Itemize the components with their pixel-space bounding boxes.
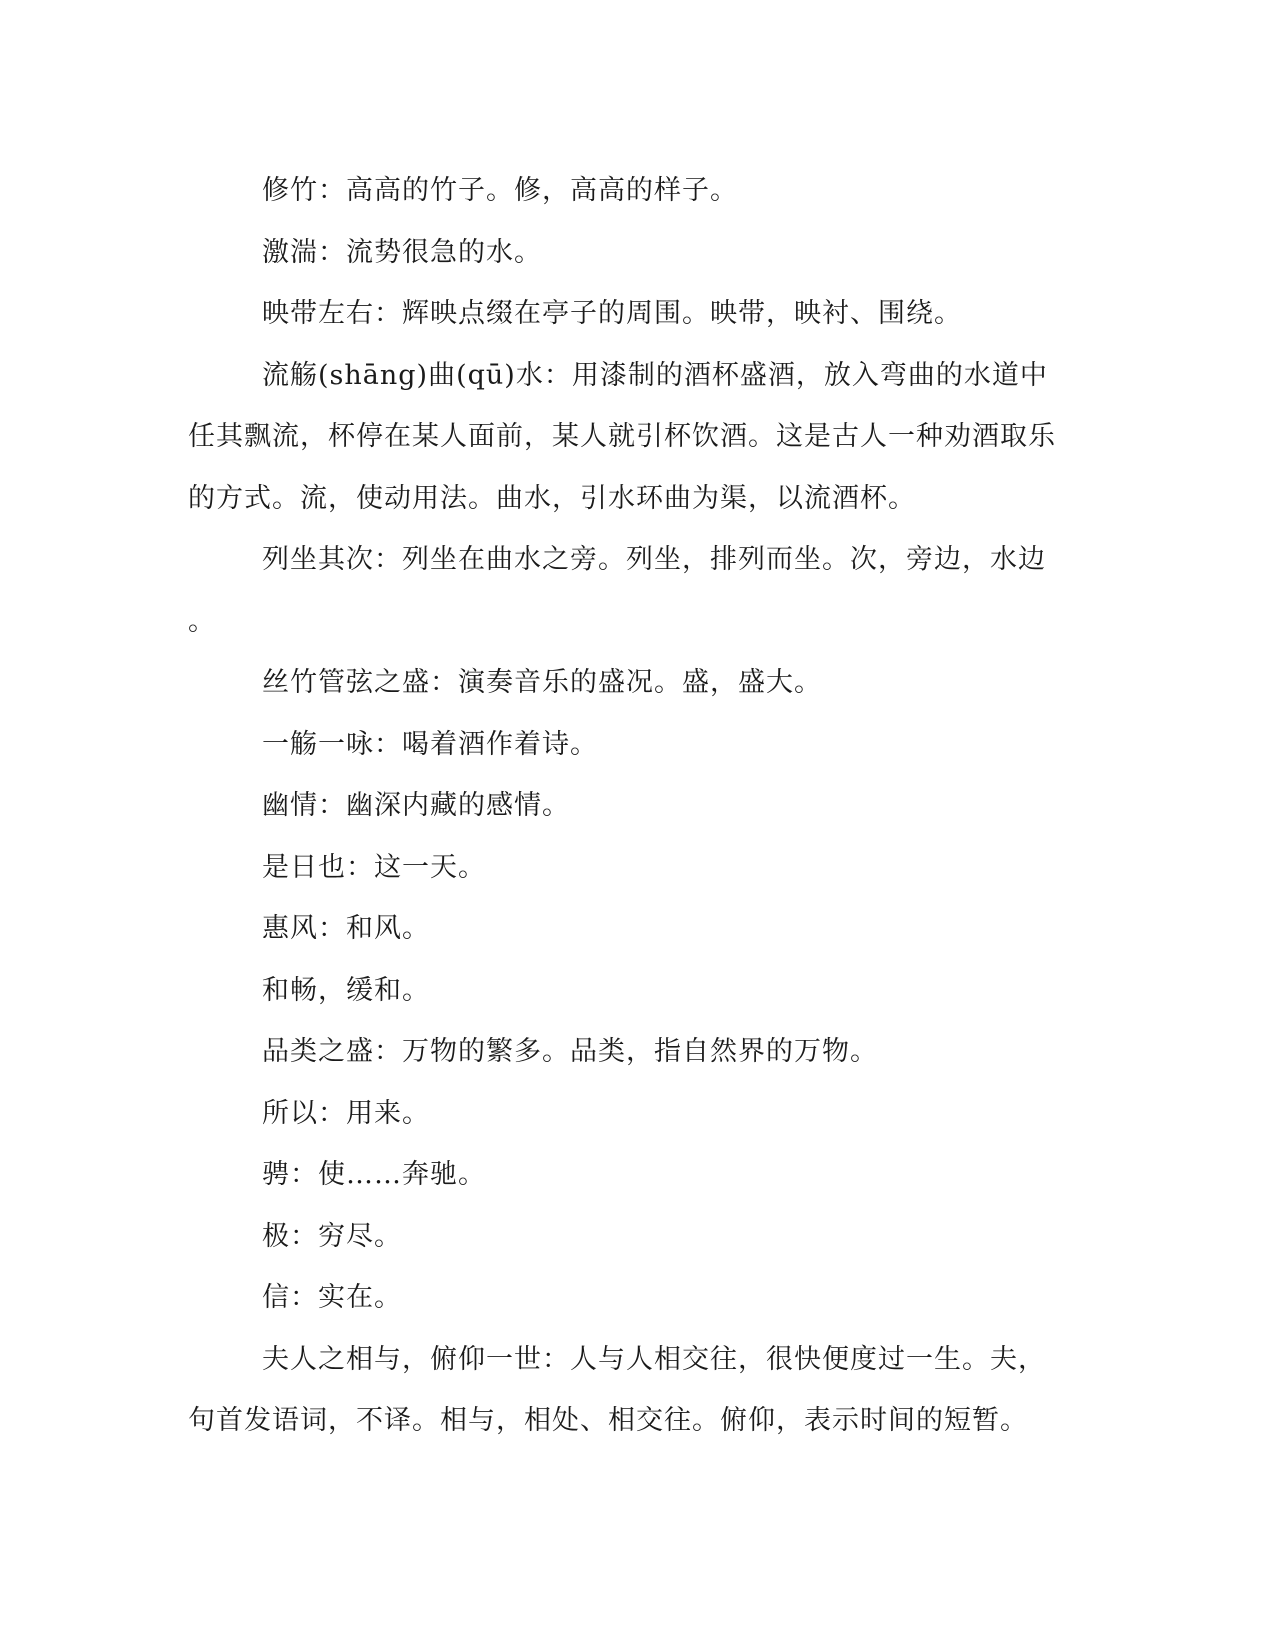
paragraph-liezuo: 列坐其次：列坐在曲水之旁。列坐，排列而坐。次，旁边，水边。 [188,544,1046,637]
paragraph-yishang: 一觞一咏：喝着酒作着诗。 [262,728,598,760]
paragraph-xiuzhu: 修竹：高高的竹子。修，高高的样子。 [262,175,738,206]
paragraph-liushang: 流觞(shāng)曲(qū)水：用漆制的酒杯盛酒，放入弯曲的水道中任其飘流，杯停在某人面前，某人就引杯饮酒。这是古人一种劝酒取乐的方式。流，使动用法。曲水，引水环曲为渠，以流酒杯。 [188,359,1056,514]
paragraph-jituan: 激湍：流势很急的水。 [262,236,542,268]
paragraph-cheng: 骋：使……奔驰。 [262,1159,486,1190]
paragraph-hechang: 和畅，缓和。 [262,974,430,1006]
paragraph-pinlei: 品类之盛：万物的繁多。品类，指自然界的万物。 [262,1036,878,1067]
paragraph-shiri: 是日也：这一天。 [262,851,486,883]
paragraph-suoyi: 所以：用来。 [262,1097,430,1129]
paragraph-ji: 极：穷尽。 [262,1220,402,1252]
paragraph-furen: 夫人之相与，俯仰一世：人与人相交往，很快便度过一生。夫，句首发语词，不译。相与，相处、相交往。俯仰，表示时间的短暂。 [188,1343,1046,1436]
paragraph-sizhu: 丝竹管弦之盛：演奏音乐的盛况。盛，盛大。 [262,667,822,698]
paragraph-youqing: 幽情：幽深内藏的感情。 [262,790,570,821]
document-body [188,160,1068,1452]
paragraph-huifeng: 惠风：和风。 [262,913,430,944]
paragraph-yingdai: 映带左右：辉映点缀在亭子的周围。映带，映衬、围绕。 [262,298,962,329]
paragraph-xin: 信：实在。 [262,1282,402,1313]
